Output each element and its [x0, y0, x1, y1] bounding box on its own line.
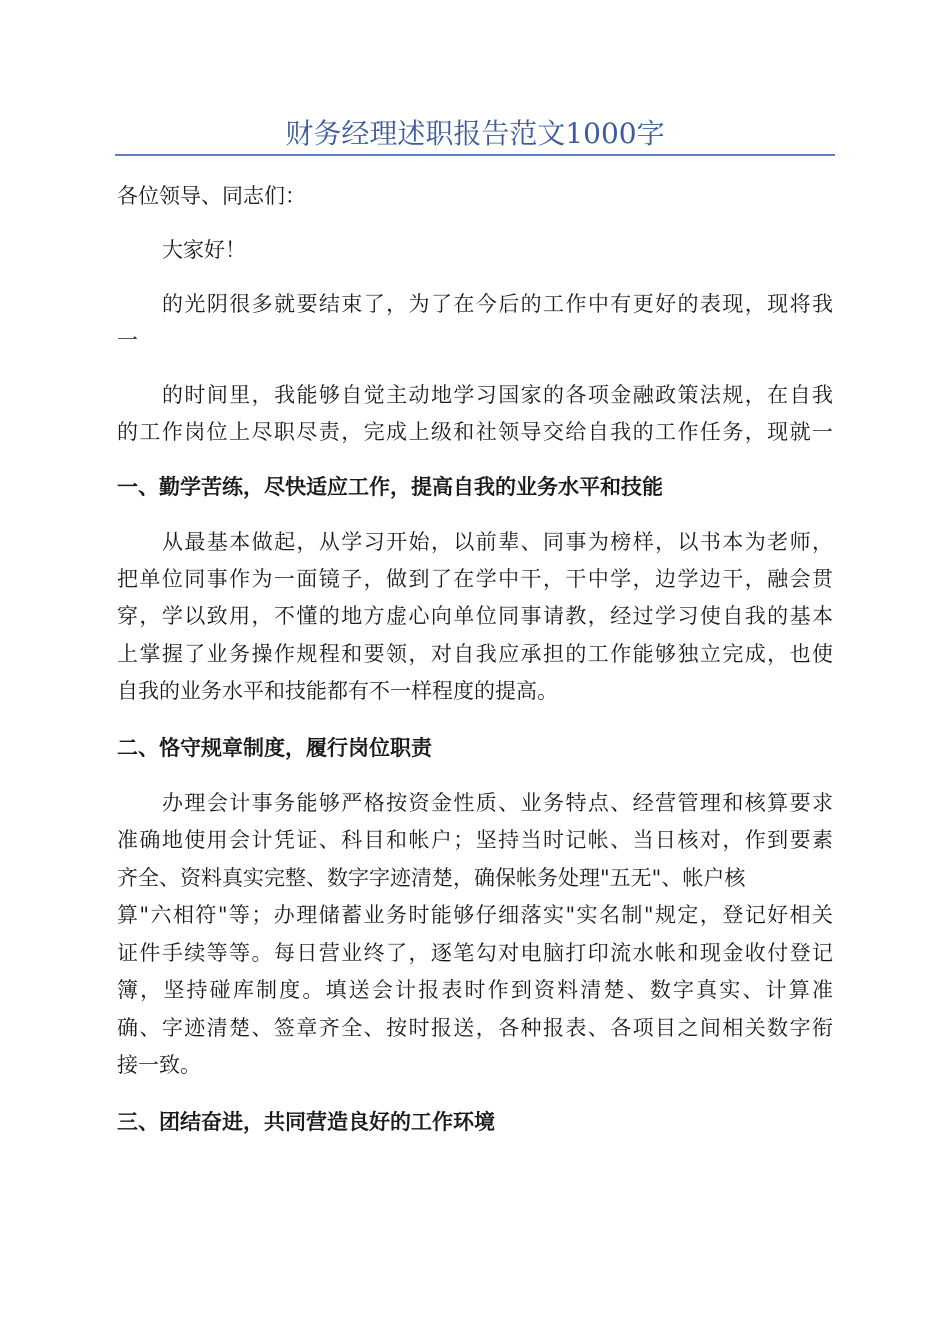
- paragraph-line: 的时间里，我能够自觉主动地学习国家的各项金融政策法规，在自我: [162, 383, 833, 407]
- section-heading: 三、团结奋进，共同营造良好的工作环境: [117, 1110, 495, 1134]
- paragraph-line: 自我的业务水平和技能都有不一样程度的提高。: [117, 679, 558, 703]
- paragraph-line: 算"六相符"等；办理储蓄业务时能够仔细落实"实名制"规定，登记好相关: [117, 903, 833, 927]
- paragraph-line: 证件手续等等。每日营业终了，逐笔勾对电脑打印流水帐和现金收付登记: [117, 941, 833, 965]
- paragraph-line: 办理会计事务能够严格按资金性质、业务特点、经营管理和核算要求: [162, 791, 833, 815]
- paragraph-line: 准确地使用会计凭证、科目和帐户；坚持当时记帐、当日核对，作到要素: [117, 828, 833, 852]
- paragraph-line: 一: [117, 328, 138, 352]
- section-heading: 二、恪守规章制度，履行岗位职责: [117, 736, 432, 760]
- paragraph-line: 穿，学以致用，不懂的地方虚心向单位同事请教，经过学习使自我的基本: [117, 604, 833, 628]
- paragraph-line: 从最基本做起，从学习开始，以前辈、同事为榜样，以书本为老师，: [162, 530, 833, 554]
- paragraph-line: 的光阴很多就要结束了，为了在今后的工作中有更好的表现，现将我: [162, 292, 833, 316]
- paragraph-line: 齐全、资料真实完整、数字字迹清楚，确保帐务处理"五无"、帐户核: [117, 866, 746, 890]
- paragraph-line: 簿，坚持碰库制度。填送会计报表时作到资料清楚、数字真实、计算准: [117, 978, 833, 1002]
- document-title: 财务经理述职报告范文1000字: [285, 117, 665, 150]
- section-heading: 一、勤学苦练，尽快适应工作，提高自我的业务水平和技能: [117, 475, 663, 499]
- salutation: 大家好！: [162, 238, 246, 262]
- paragraph-line: 上掌握了业务操作规程和要领，对自我应承担的工作能够独立完成，也使: [117, 642, 833, 666]
- greeting: 各位领导、同志们：: [117, 184, 306, 208]
- paragraph-line: 把单位同事作为一面镜子，做到了在学中干，干中学，边学边干，融会贯: [117, 567, 833, 591]
- paragraph-line: 接一致。: [117, 1053, 201, 1077]
- paragraph-line: 确、字迹清楚、签章齐全、按时报送，各种报表、各项目之间相关数字衔: [117, 1016, 833, 1040]
- paragraph-line: 的工作岗位上尽职尽责，完成上级和社领导交给自我的工作任务，现就一: [117, 420, 833, 444]
- title-underline: [115, 154, 835, 156]
